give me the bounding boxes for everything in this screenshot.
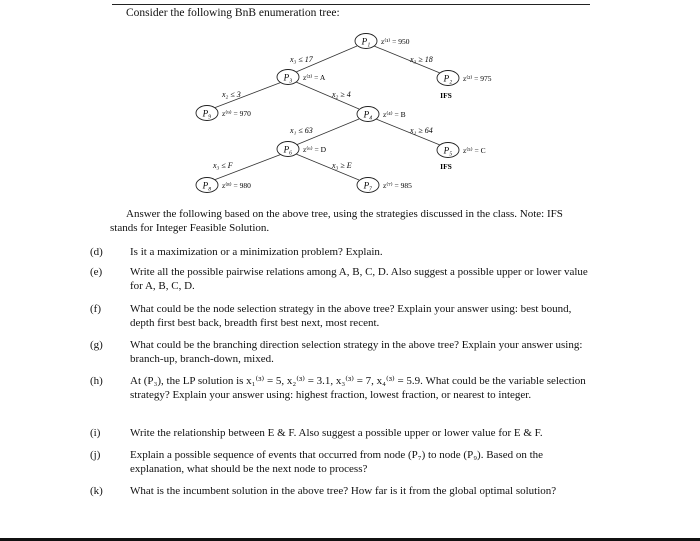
branch-label-p3-p9: x₂ ≤ 3 [222,90,241,99]
node-value-p1: z⁽¹⁾ = 950 [381,37,410,46]
question-text: Write the relationship between E & F. Also suggest a possible upper or lower value for E & F. [130,427,543,439]
question-label: (e) [90,266,103,278]
node-label-p9: P₉ [202,108,212,119]
branch-label-p1-p3: x₃ ≤ 17 [290,55,313,64]
question-text: Explain a possible sequence of events that occurred from node (P₇) to node (P₉). Based on the explanation, what should be the next node to process? [130,449,544,475]
question-j [90,449,592,476]
question-text: At (P₃), the LP solution is x₁⁽³⁾ = 5, x₂⁽³⁾ = 3.1, x₃⁽³⁾ = 7, x₄⁽³⁾ = 5.9. What could be the variable selection strategy? Explain your answer using: highest fraction, lowest fraction, or nearest to integer. [130,375,586,401]
node-value-p8: z⁽⁸⁾ = 980 [222,181,251,190]
page-title: Consider the following BnB enumeration tree: [126,7,340,19]
branch-label-p4-p5: x₁ ≥ 64 [410,126,433,135]
branch-label-p6-p8: x₃ ≤ F [213,161,233,170]
node-status-p2: IFS [440,91,452,100]
branch-label-p3-p4: x₂ ≥ 4 [332,90,351,99]
question-text: What could be the branching direction selection strategy in the above tree? Explain your answer using: branch-up, branch-down, mixed. [130,339,583,365]
node-label-p8: P₈ [202,180,212,191]
question-text: Write all the possible pairwise relations among A, B, C, D. Also suggest a possible upper or lower value for A, B, C, D. [130,266,588,292]
node-value-p2: z⁽²⁾ = 975 [463,74,492,83]
question-text: Is it a maximization or a minimization problem? Explain. [130,246,383,258]
question-h [90,375,592,402]
question-label: (i) [90,427,101,439]
node-label-p1: P₁ [361,36,371,47]
node-value-p6: z⁽⁶⁾ = D [303,145,327,154]
node-value-p5: z⁽⁵⁾ = C [463,146,486,155]
node-label-p6: P₆ [283,144,293,155]
node-label-p2: P₂ [443,73,453,84]
node-label-p5: P₅ [443,145,453,156]
instructions-paragraph: Answer the following based on the above tree, using the strategies discussed in the class. Note: IFS stands for Integer Feasible Solution. [110,208,563,234]
question-k [90,485,592,499]
node-value-p9: z⁽⁹⁾ = 970 [222,109,251,118]
question-text: What could be the node selection strategy in the above tree? Explain your answer using: best bound, depth first best back, breadth first best next, most recent. [130,303,572,329]
node-status-p5: IFS [440,162,452,171]
question-label: (h) [90,375,103,387]
node-label-p3: P₃ [283,72,293,83]
question-label: (j) [90,449,101,461]
node-value-p7: z⁽⁷⁾ = 985 [383,181,412,190]
branch-label-p4-p6: x₁ ≤ 63 [290,126,313,135]
question-g [90,339,592,366]
node-label-p4: P₄ [363,109,373,120]
question-text: What is the incumbent solution in the above tree? How far is it from the global optimal solution? [130,485,557,497]
question-i [90,427,592,441]
question-label: (k) [90,485,103,497]
node-value-p3: z⁽³⁾ = A [303,73,326,82]
question-label: (g) [90,339,103,351]
question-d [90,246,592,260]
node-label-p7: P₇ [363,180,373,191]
question-e [90,266,592,293]
question-label: (f) [90,303,101,315]
question-label: (d) [90,246,103,258]
bnb-tree [0,0,700,205]
question-f [90,303,592,330]
branch-label-p6-p7: x₃ ≥ E [332,161,352,170]
branch-label-p1-p2: x₃ ≥ 18 [410,55,433,64]
node-value-p4: z⁽⁴⁾ = B [383,110,406,119]
